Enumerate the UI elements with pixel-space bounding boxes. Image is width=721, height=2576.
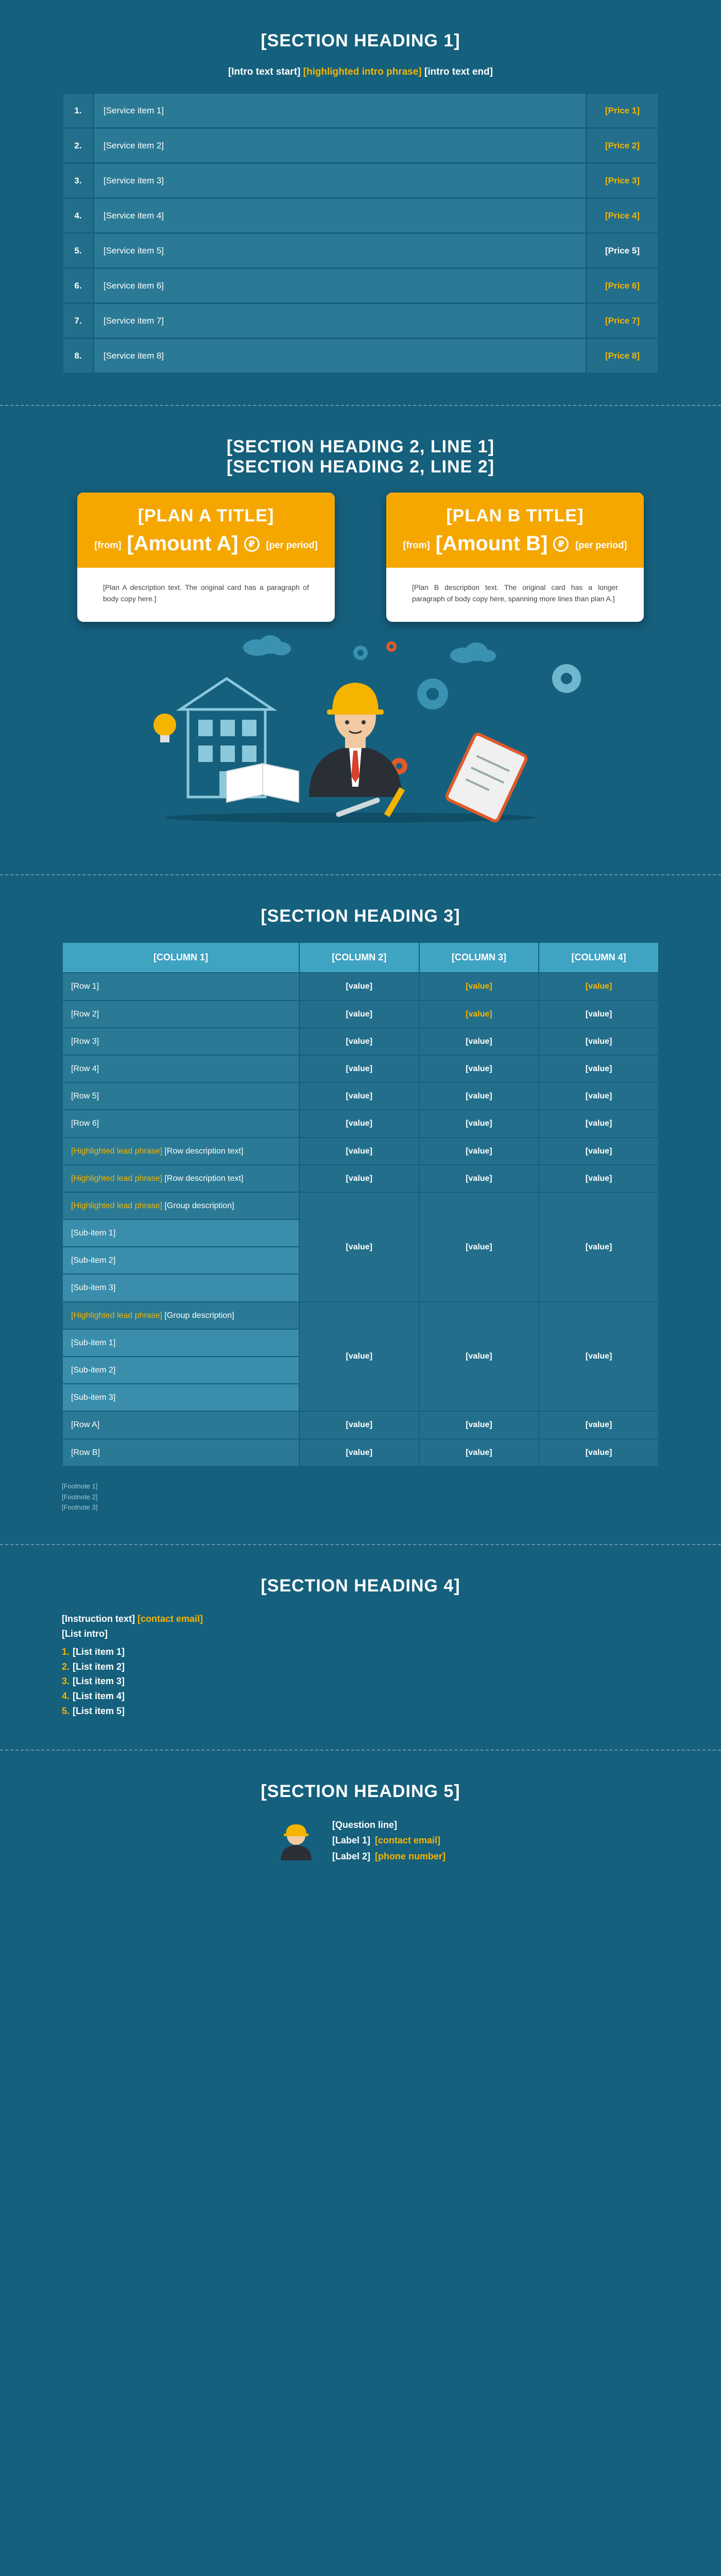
engineering-illustration	[103, 622, 618, 843]
pricelist-vip: [value]	[539, 1110, 659, 1137]
pricelist-service	[62, 1138, 299, 1165]
renewal-list-item: 3. [List item 3]	[62, 1676, 125, 1687]
pricelist-sub-item: [Sub-item 1]	[62, 1329, 299, 1357]
vip-card-header	[386, 493, 644, 568]
pricelist-economy: [value]	[419, 973, 539, 1000]
services-table	[62, 92, 659, 374]
service-row	[63, 268, 659, 303]
pricelist-vip: [value]	[539, 1028, 659, 1055]
service-price: [Price 1]	[587, 93, 659, 128]
col-header-vip: [COLUMN 4]	[539, 942, 659, 973]
service-price: [Price 8]	[587, 338, 659, 374]
pricelist-group-title	[62, 1192, 299, 1219]
vip-price-period: [per period]	[575, 540, 627, 550]
pricelist-table	[62, 942, 659, 1466]
questions-section	[0, 1751, 721, 1895]
pricelist-vip: [value]	[539, 1439, 659, 1466]
pricelist-vip: [value]	[539, 1138, 659, 1165]
service-row	[63, 93, 659, 128]
pricelist-economy: [value]	[419, 1439, 539, 1466]
renewal-title: [SECTION HEADING 4]	[261, 1576, 460, 1596]
pricelist-row	[62, 1439, 659, 1466]
contracts-section	[0, 406, 721, 874]
pricelist-service: [Row 1]	[62, 973, 299, 1000]
pricelist-service: [Row 3]	[62, 1028, 299, 1055]
pricelist-free: [value]	[299, 1138, 419, 1165]
pricelist-economy: [value]	[419, 1138, 539, 1165]
questions-line1: [Question line]	[332, 1819, 397, 1830]
pricelist-service-text: [Row description text]	[162, 1146, 244, 1156]
service-number: 6.	[63, 268, 94, 303]
renewal-email-link[interactable]: [contact email]	[138, 1614, 203, 1624]
pricelist-service	[62, 1165, 299, 1192]
footnote: [Footnote 2]	[62, 1493, 98, 1501]
pricelist-free: [value]	[299, 973, 419, 1000]
footnote: [Footnote 1]	[62, 1482, 98, 1490]
ruble-icon: ₽	[244, 536, 260, 552]
pricelist-group-text: [Group description]	[162, 1201, 234, 1210]
service-number: 7.	[63, 303, 94, 338]
pricelist-row	[62, 1028, 659, 1055]
ruble-icon: ₽	[553, 536, 569, 552]
footnote: [Footnote 3]	[62, 1503, 98, 1512]
renewal-list-item-text: [List item 2]	[73, 1661, 125, 1672]
services-intro-before: [Intro text start]	[228, 66, 303, 77]
additional-services-section	[0, 0, 721, 405]
contract-cards	[77, 493, 644, 622]
pricelist-service: [Row 6]	[62, 1110, 299, 1137]
pricelist-group-row	[62, 1192, 659, 1219]
economy-card-header	[77, 493, 335, 568]
pricelist-economy: [value]	[419, 1165, 539, 1192]
services-intro	[62, 66, 659, 78]
cloud-icon	[450, 642, 496, 663]
pricelist-free: [value]	[299, 1110, 419, 1137]
economy-card-price	[88, 532, 324, 555]
pricelist-footnotes	[62, 1481, 659, 1513]
vip-price-prefix: [from]	[403, 540, 430, 550]
pricelist-free: [value]	[299, 1165, 419, 1192]
contracts-title-line2: [SECTION HEADING 2, LINE 2]	[226, 457, 495, 477]
vip-card-text: [Plan B description text. The original card has a longer paragraph of body copy here, spanning more lines than plan A.]	[412, 583, 618, 603]
service-price: [Price 6]	[587, 268, 659, 303]
pricelist-vip: [value]	[539, 1411, 659, 1438]
pricelist-service: [Row A]	[62, 1411, 299, 1438]
gear-icon	[552, 664, 581, 693]
pricelist-vip: [value]	[539, 1001, 659, 1028]
pricelist-free: [value]	[299, 1439, 419, 1466]
questions-email-link[interactable]: [contact email]	[375, 1835, 441, 1846]
gear-icon	[353, 646, 368, 660]
pricelist-row	[62, 1138, 659, 1165]
pricelist-service: [Row 2]	[62, 1001, 299, 1028]
vip-card-price	[397, 532, 633, 555]
pricelist-row	[62, 1411, 659, 1438]
service-row	[63, 198, 659, 233]
pricelist-vip: [value]	[539, 1192, 659, 1302]
service-name: [Service item 2]	[94, 128, 587, 163]
vip-card-title: [PLAN B TITLE]	[446, 506, 584, 526]
pricelist-sub-item: [Sub-item 2]	[62, 1247, 299, 1274]
pricelist-free: [value]	[299, 1028, 419, 1055]
pricelist-section	[0, 875, 721, 1544]
pricelist-service: [Row B]	[62, 1439, 299, 1466]
pricelist-free: [value]	[299, 1192, 419, 1302]
pricelist-sub-item: [Sub-item 3]	[62, 1274, 299, 1301]
service-number: 4.	[63, 198, 94, 233]
service-price: [Price 5]	[587, 233, 659, 268]
pricelist-row	[62, 1082, 659, 1110]
pricelist-economy: [value]	[419, 1411, 539, 1438]
pricelist-economy: [value]	[419, 1192, 539, 1302]
renewal-list-item: 2. [List item 2]	[62, 1661, 125, 1672]
questions-text	[332, 1817, 445, 1865]
service-name: [Service item 3]	[94, 163, 587, 198]
service-number: 1.	[63, 93, 94, 128]
service-number: 3.	[63, 163, 94, 198]
pricelist-group-accent: [Highlighted lead phrase]	[71, 1311, 163, 1320]
lightbulb-icon	[153, 714, 176, 742]
service-price: [Price 7]	[587, 303, 659, 338]
pricelist-service: [Row 4]	[62, 1055, 299, 1082]
renewal-list-item-text: [List item 1]	[73, 1646, 125, 1657]
questions-write-label: [Label 1]	[332, 1835, 370, 1846]
questions-phone-link[interactable]: [phone number]	[375, 1851, 446, 1861]
pricelist-economy: [value]	[419, 1001, 539, 1028]
renewal-list-item-text: [List item 5]	[73, 1705, 125, 1716]
gear-icon	[417, 679, 448, 709]
clipboard-icon	[445, 733, 527, 822]
pricelist-economy: [value]	[419, 1302, 539, 1412]
service-name: [Service item 4]	[94, 198, 587, 233]
pricelist-free: [value]	[299, 1411, 419, 1438]
economy-price-period: [per period]	[266, 540, 318, 550]
pricelist-free: [value]	[299, 1055, 419, 1082]
service-row	[63, 303, 659, 338]
pricelist-economy: [value]	[419, 1028, 539, 1055]
pricelist-service-accent: [Highlighted lead phrase]	[71, 1174, 163, 1183]
service-number: 5.	[63, 233, 94, 268]
questions-call	[332, 1849, 445, 1865]
pricelist-title: [SECTION HEADING 3]	[261, 906, 460, 926]
contracts-title	[0, 437, 721, 477]
economy-price-value: [Amount A]	[127, 532, 238, 555]
pricelist-group-text: [Group description]	[162, 1311, 234, 1320]
pricelist-row	[62, 1165, 659, 1192]
renewal-line2: [List intro]	[62, 1628, 108, 1639]
pricelist-free: [value]	[299, 1302, 419, 1412]
service-row	[63, 128, 659, 163]
pricelist-service: [Row 5]	[62, 1082, 299, 1110]
renewal-list-item: 4. [List item 4]	[62, 1691, 125, 1702]
service-row	[63, 233, 659, 268]
service-price: [Price 3]	[587, 163, 659, 198]
pricelist-group-row	[62, 1302, 659, 1329]
economy-card-text: [Plan A description text. The original card has a paragraph of body copy here.]	[103, 583, 309, 603]
pricelist-economy: [value]	[419, 1055, 539, 1082]
services-title: [SECTION HEADING 1]	[261, 31, 460, 50]
vip-contract-card	[386, 493, 644, 622]
col-header-free: [COLUMN 2]	[299, 942, 419, 973]
pricelist-service-text: [Row description text]	[162, 1174, 244, 1183]
questions-contact	[0, 1817, 721, 1865]
pricelist-row	[62, 1110, 659, 1137]
gear-icon	[386, 641, 397, 652]
service-name: [Service item 7]	[94, 303, 587, 338]
pricelist-free: [value]	[299, 1001, 419, 1028]
renewal-list-item-text: [List item 3]	[73, 1676, 125, 1687]
cloud-icon	[243, 635, 291, 656]
pricelist-economy: [value]	[419, 1082, 539, 1110]
worker-icon	[309, 683, 402, 797]
renewal-line1-text: [Instruction text]	[62, 1614, 138, 1624]
service-number: 2.	[63, 128, 94, 163]
service-name: [Service item 1]	[94, 93, 587, 128]
pricelist-row	[62, 973, 659, 1000]
pricelist-sub-item: [Sub-item 1]	[62, 1219, 299, 1247]
illustration	[0, 622, 721, 843]
questions-write	[332, 1833, 445, 1849]
pricelist-sub-item: [Sub-item 3]	[62, 1384, 299, 1411]
service-row	[63, 163, 659, 198]
questions-call-label: [Label 2]	[332, 1851, 370, 1861]
service-row	[63, 338, 659, 374]
service-price: [Price 4]	[587, 198, 659, 233]
pricelist-vip: [value]	[539, 973, 659, 1000]
economy-contract-card	[77, 493, 335, 622]
pricelist-header-row	[62, 942, 659, 973]
pricelist-economy: [value]	[419, 1110, 539, 1137]
pricelist-vip: [value]	[539, 1302, 659, 1412]
questions-title: [SECTION HEADING 5]	[261, 1781, 460, 1801]
service-number: 8.	[63, 338, 94, 374]
service-name: [Service item 8]	[94, 338, 587, 374]
pricelist-free: [value]	[299, 1082, 419, 1110]
economy-card-title: [PLAN A TITLE]	[138, 506, 274, 526]
renewal-section	[0, 1545, 721, 1750]
pricelist-sub-item: [Sub-item 2]	[62, 1357, 299, 1384]
service-price: [Price 2]	[587, 128, 659, 163]
pricelist-group-accent: [Highlighted lead phrase]	[71, 1201, 163, 1210]
service-name: [Service item 6]	[94, 268, 587, 303]
services-intro-after: [intro text end]	[421, 66, 493, 77]
renewal-list-item-text: [List item 4]	[73, 1691, 125, 1702]
pricelist-row	[62, 1055, 659, 1082]
pricelist-vip: [value]	[539, 1165, 659, 1192]
consultant-avatar-icon	[276, 1820, 317, 1861]
services-intro-accent: [highlighted intro phrase]	[303, 66, 422, 77]
renewal-list-item: 5. [List item 5]	[62, 1705, 125, 1716]
col-header-economy: [COLUMN 3]	[419, 942, 539, 973]
pricelist-service-accent: [Highlighted lead phrase]	[71, 1146, 163, 1156]
col-header-service: [COLUMN 1]	[62, 942, 299, 973]
pricelist-row	[62, 1001, 659, 1028]
pricelist-vip: [value]	[539, 1082, 659, 1110]
service-name: [Service item 5]	[94, 233, 587, 268]
economy-price-prefix: [from]	[94, 540, 122, 550]
renewal-list	[62, 1645, 659, 1719]
renewal-line1	[62, 1612, 659, 1626]
renewal-list-item: 1. [List item 1]	[62, 1646, 125, 1657]
vip-price-value: [Amount B]	[435, 532, 548, 555]
pricelist-vip: [value]	[539, 1055, 659, 1082]
contracts-title-line1: [SECTION HEADING 2, LINE 1]	[226, 437, 495, 456]
pricelist-group-title	[62, 1302, 299, 1329]
